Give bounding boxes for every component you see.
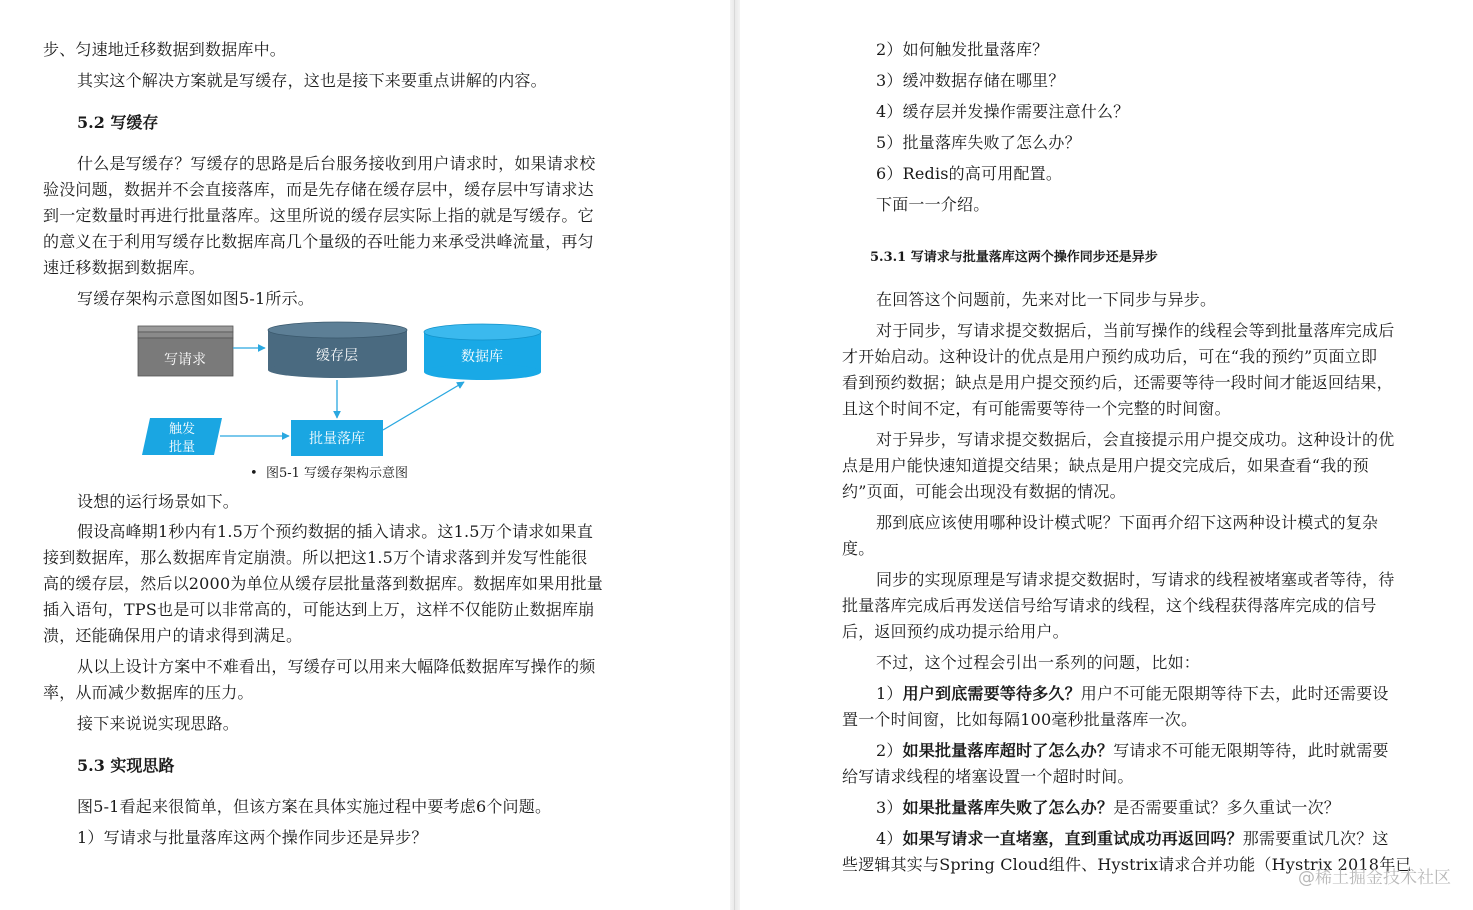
write-request-box — [138, 326, 233, 376]
list-item — [876, 684, 1389, 704]
paragraph-line: 约”页面，可能会出现没有数据的情况。 — [842, 482, 1126, 501]
paragraph-line: 接下来说说实现思路。 — [77, 714, 240, 733]
database-label: 数据库 — [461, 349, 503, 365]
trigger-label-line1: 触发 — [168, 422, 196, 437]
paragraph-line: 溃，还能确保用户的请求得到满足。 — [43, 626, 303, 645]
paragraph-line: 验没问题，数据并不会直接落库，而是先存储在缓存层中，缓存层中写请求达 — [43, 180, 594, 199]
trigger-label-line2: 批量 — [168, 440, 196, 455]
question-line: 2）如何触发批量落库？ — [876, 40, 1049, 59]
list-item-continuation: 些逻辑其实与Spring Cloud组件、Hystrix请求合并功能（Hystrix 2018年已 — [842, 855, 1412, 874]
item-question: 用户到底需要等待多久？ — [902, 684, 1081, 703]
paragraph-line: 假设高峰期1秒内有1.5万个预约数据的插入请求。这1.5万个请求如果直 — [77, 522, 594, 541]
paragraph-line: 步、匀速地迁移数据到数据库中。 — [43, 40, 287, 59]
batch-store-box — [291, 420, 383, 456]
item-text: 写请求不可能无限期等待，此时就需要 — [1113, 741, 1389, 760]
paragraph-line: 图5-1看起来很简单，但该方案在具体实施过程中要考虑6个问题。 — [77, 797, 552, 816]
left-page — [0, 0, 730, 910]
paragraph-line: 批量落库完成后再发送信号给写请求的线程，这个线程获得落库完成的信号 — [842, 596, 1377, 615]
paragraph-line: 到一定数量时再进行批量落库。这里所说的缓存层实际上指的就是写缓存。它 — [43, 206, 594, 225]
item-number: 2） — [876, 741, 903, 760]
cache-layer-cylinder — [268, 322, 407, 378]
paragraph-line: 接到数据库，那么数据库肯定崩溃。所以把这1.5万个请求落到并发写性能很 — [43, 548, 588, 567]
list-item — [876, 829, 1389, 849]
paragraph-line: 后，返回预约成功提示给用户。 — [842, 622, 1069, 641]
paragraph-line: 的意义在于利用写缓存比数据库高几个量级的吞吐能力来承受洪峰流量，再匀 — [43, 232, 594, 251]
paragraph-line: 对于异步，写请求提交数据后，会直接提示用户提交成功。这种设计的优 — [876, 430, 1395, 449]
item-number: 4） — [876, 829, 903, 848]
paragraph-line: 同步的实现原理是写请求提交数据时，写请求的线程被堵塞或者等待，待 — [876, 570, 1395, 589]
paragraph-line: 设想的运行场景如下。 — [77, 492, 240, 511]
write-request-label: 写请求 — [164, 352, 206, 368]
question-line: 4）缓存层并发操作需要注意什么？ — [876, 102, 1130, 121]
page-gutter — [730, 0, 740, 910]
question-line: 3）缓冲数据存储在哪里？ — [876, 71, 1065, 90]
paragraph-line: 才开始启动。这种设计的优点是用户预约成功后，可在“我的预约”页面立即 — [842, 347, 1378, 366]
paragraph-line: 下面一一介绍。 — [876, 195, 990, 214]
paragraph-line: 对于同步，写请求提交数据后，当前写操作的线程会等到批量落库完成后 — [876, 321, 1395, 340]
section-heading-5-2: 5.2 写缓存 — [77, 113, 159, 132]
paragraph-line: 写缓存架构示意图如图5-1所示。 — [77, 289, 314, 308]
list-item — [876, 798, 1340, 818]
right-page — [740, 0, 1473, 910]
caption-text: 图5-1 写缓存架构示意图 — [265, 466, 409, 481]
item-number: 3） — [876, 798, 903, 817]
item-text: 是否需要重试？多久重试一次？ — [1113, 798, 1341, 817]
watermark: @稀土掘金技术社区 — [1298, 868, 1451, 888]
item-question: 如果写请求一直堵塞，直到重试成功再返回吗？ — [902, 829, 1243, 848]
paragraph-line: 其实这个解决方案就是写缓存，这也是接下来要重点讲解的内容。 — [77, 71, 547, 90]
paragraph-line: 点是用户能快速知道提交结果；缺点是用户提交完成后，如果查看“我的预 — [842, 456, 1369, 475]
arrow-batch-to-database — [383, 382, 464, 430]
section-heading-5-3: 5.3 实现思路 — [77, 756, 175, 775]
paragraph-line: 从以上设计方案中不难看出，写缓存可以用来大幅降低数据库写操作的频 — [77, 657, 596, 676]
paragraph-line: 且这个时间不定，有可能需要等待一个完整的时间窗。 — [842, 399, 1231, 418]
batch-store-label: 批量落库 — [309, 431, 365, 447]
write-cache-architecture-diagram — [132, 318, 552, 463]
item-question: 如果批量落库失败了怎么办？ — [902, 798, 1114, 817]
section-heading-5-3-1: 5.3.1 写请求与批量落库这两个操作同步还是异步 — [870, 250, 1158, 265]
caption-bullet: • — [250, 466, 258, 481]
item-question: 如果批量落库超时了怎么办？ — [902, 741, 1114, 760]
item-number: 1） — [876, 684, 903, 703]
paragraph-line: 看到预约数据；缺点是用户提交预约后，还需要等待一段时间才能返回结果， — [842, 373, 1393, 392]
item-text: 用户不可能无限期等待下去，此时还需要设 — [1080, 684, 1389, 703]
paragraph-line: 不过，这个过程会引出一系列的问题，比如： — [876, 653, 1201, 672]
cache-layer-label: 缓存层 — [316, 348, 358, 364]
paragraph-line: 在回答这个问题前，先来对比一下同步与异步。 — [876, 290, 1217, 309]
paragraph-line: 速迁移数据到数据库。 — [43, 258, 206, 277]
item-text: 那需要重试几次？这 — [1242, 829, 1389, 848]
paragraph-line: 插入语句，TPS也是可以非常高的，可能达到上万，这样不仅能防止数据库崩 — [43, 600, 595, 619]
list-item-continuation: 置一个时间窗，比如每隔100毫秒批量落库一次。 — [842, 710, 1198, 729]
list-item — [876, 741, 1389, 761]
figure-caption — [250, 465, 408, 483]
paragraph-line: 率，从而减少数据库的压力。 — [43, 683, 254, 702]
paragraph-line: 1）写请求与批量落库这两个操作同步还是异步？ — [77, 828, 428, 847]
paragraph-line: 什么是写缓存？写缓存的思路是后台服务接收到用户请求时，如果请求校 — [77, 154, 596, 173]
database-cylinder — [424, 324, 541, 380]
question-line: 6）Redis的高可用配置。 — [876, 164, 1063, 183]
question-line: 5）批量落库失败了怎么办？ — [876, 133, 1081, 152]
paragraph-line: 度。 — [842, 539, 875, 558]
paragraph-line: 高的缓存层，然后以2000为单位从缓存层批量落到数据库。数据库如果用批量 — [43, 574, 603, 593]
list-item-continuation: 给写请求线程的堵塞设置一个超时时间。 — [842, 767, 1134, 786]
paragraph-line: 那到底应该使用哪种设计模式呢？下面再介绍下这两种设计模式的复杂 — [876, 513, 1379, 532]
trigger-batch-shape — [142, 418, 222, 455]
